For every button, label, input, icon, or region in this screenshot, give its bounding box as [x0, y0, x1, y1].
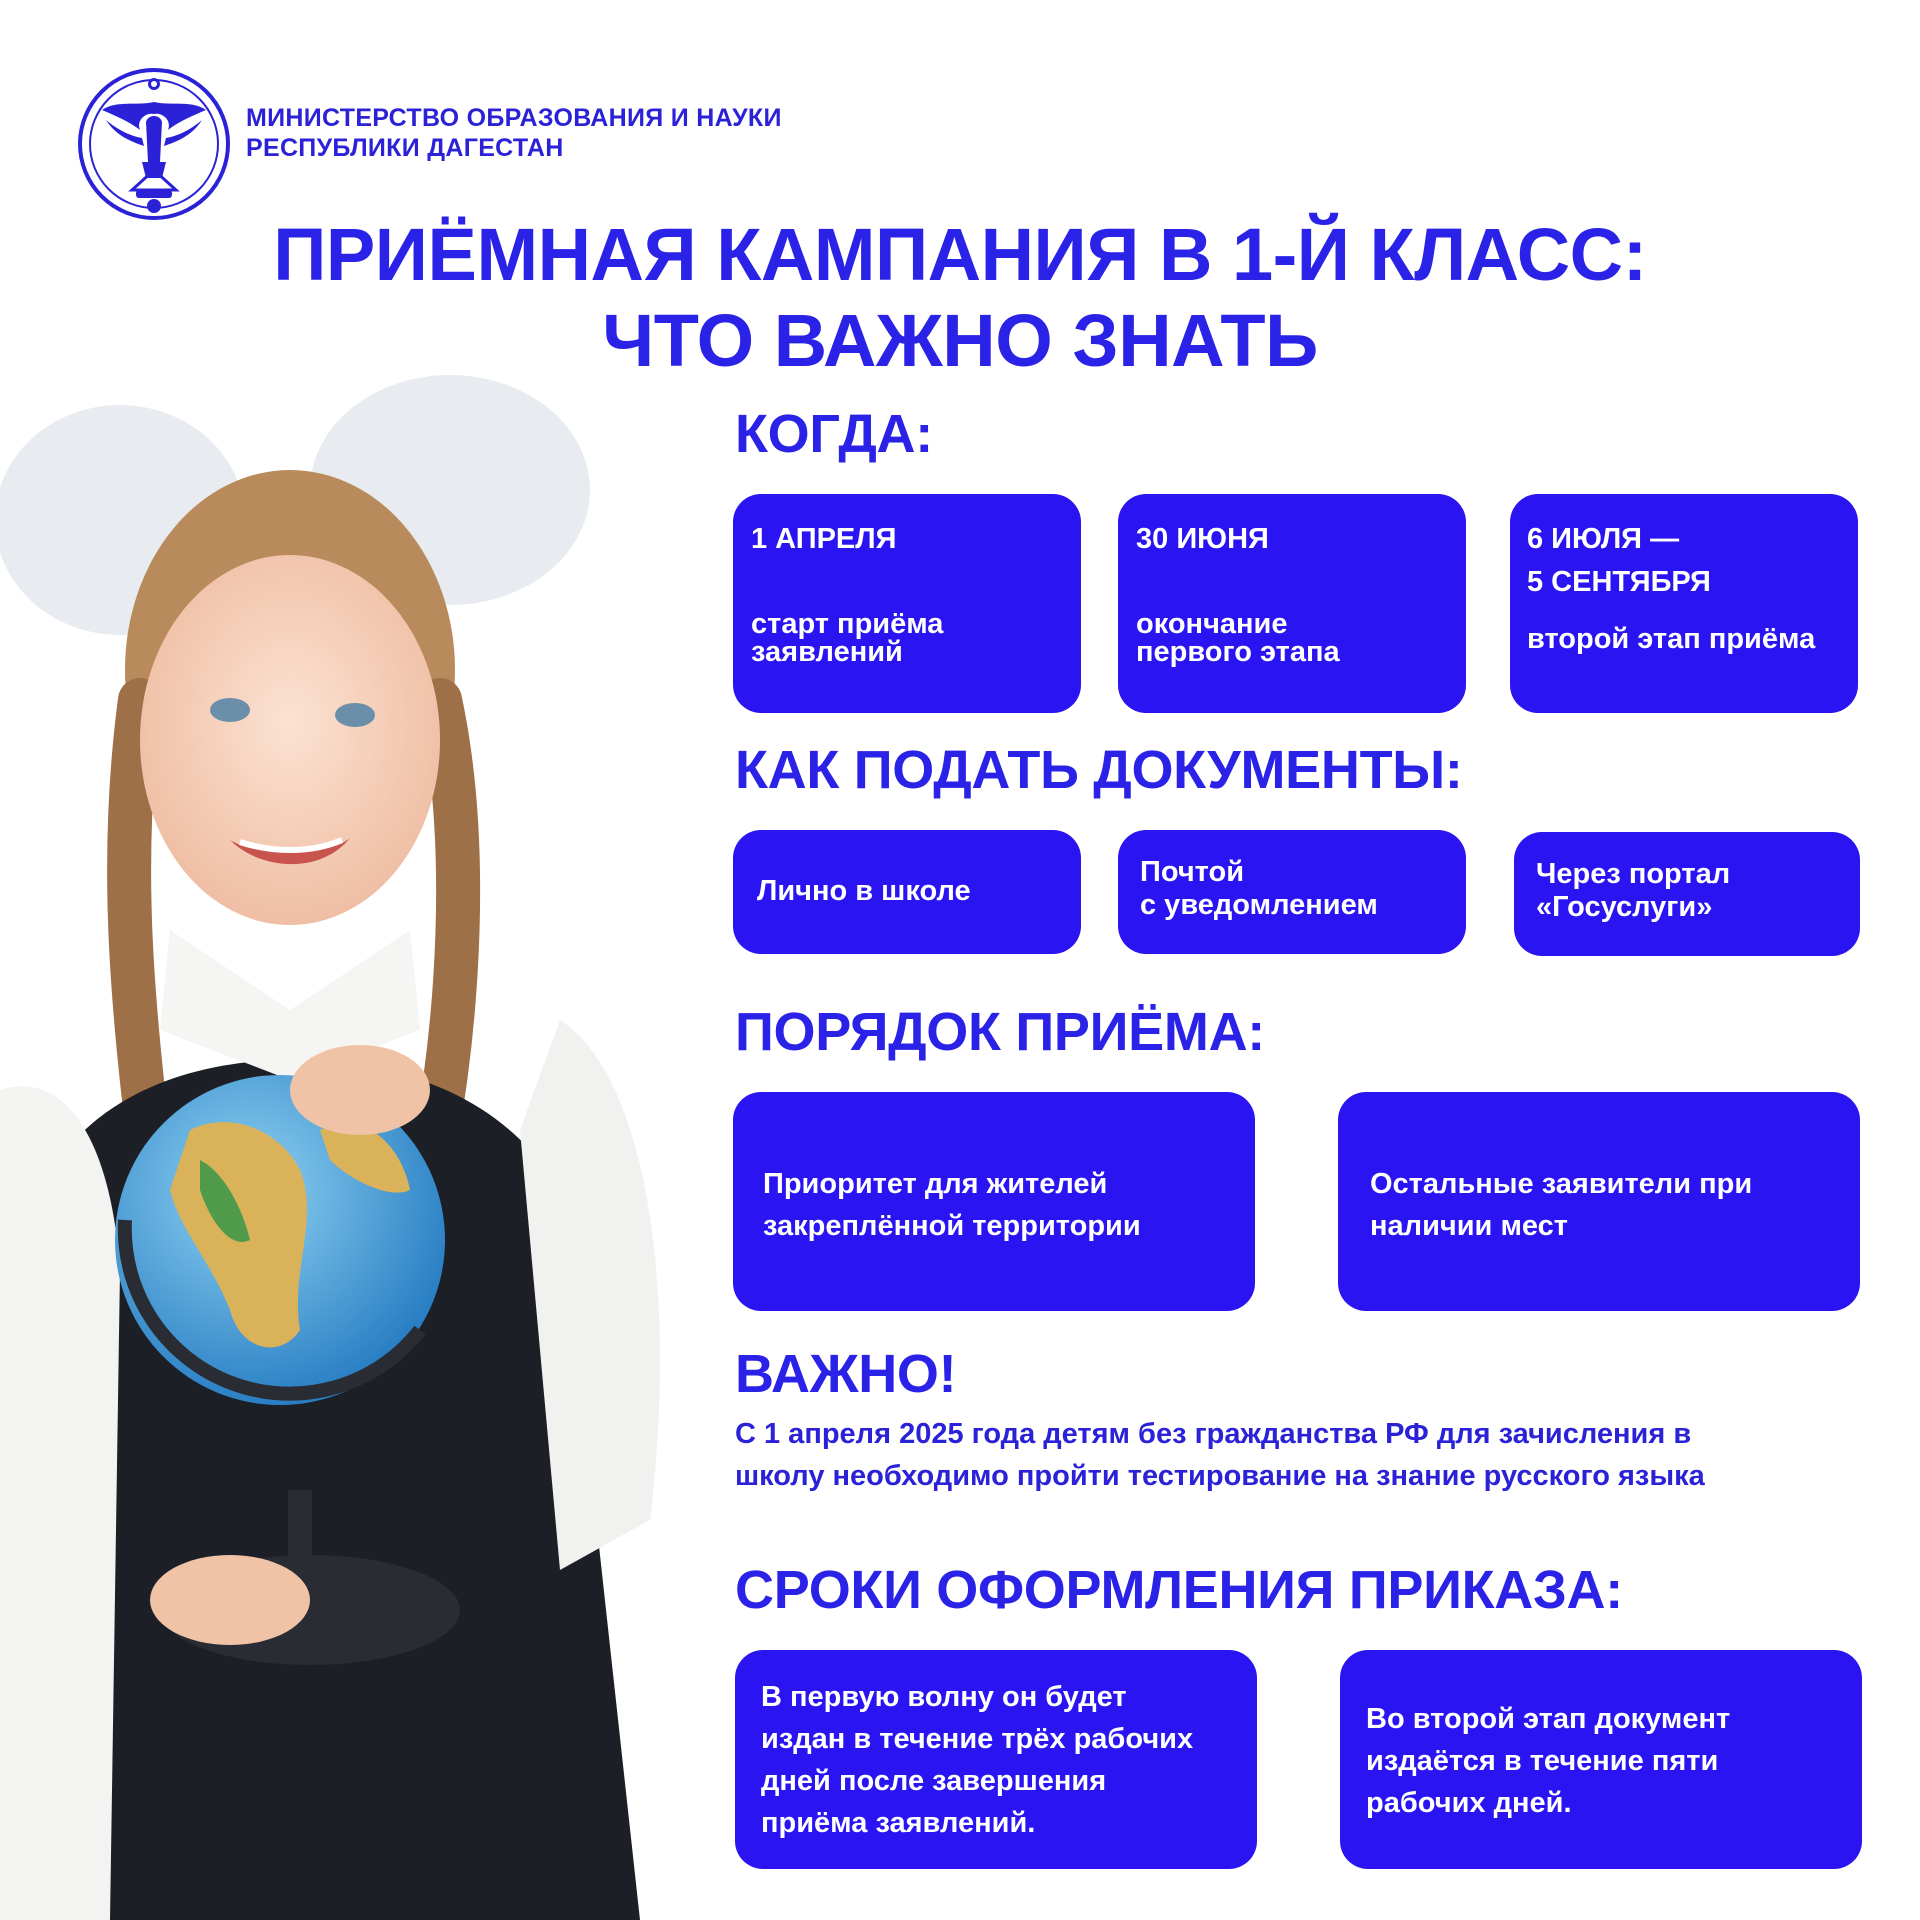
girl-with-globe-photo	[0, 370, 730, 1920]
deadlines-card-second-stage-line2: издаётся в течение пяти	[1366, 1745, 1719, 1777]
deadlines-card-second-stage-text	[1366, 1698, 1730, 1824]
page-title	[0, 212, 1920, 384]
how-card-gosuslugi-label-line1: Через портал	[1536, 858, 1731, 890]
deadlines-card-second-stage-line1: Во второй этап документ	[1366, 1703, 1731, 1735]
order-card-others-line1: Остальные заявители при	[1370, 1168, 1753, 1200]
deadlines-card-first-wave-line2: издан в течение трёх рабочих	[761, 1723, 1194, 1755]
when-card-april-desc-line2: заявлений	[751, 636, 903, 668]
how-card-mail-label-line2: с уведомлением	[1140, 889, 1378, 921]
how-card-mail-label	[1140, 856, 1378, 922]
important-text-line1: С 1 апреля 2025 года детям без гражданства РФ для зачисления в	[735, 1418, 1692, 1450]
how-heading: КАК ПОДАТЬ ДОКУМЕНТЫ:	[735, 740, 1463, 800]
when-card-april	[733, 494, 1081, 713]
when-card-july-september-title	[1527, 522, 1711, 599]
deadlines-card-first-wave	[735, 1650, 1257, 1869]
important-text-line2: школу необходимо пройти тестирование на знание русского языка	[735, 1460, 1705, 1492]
when-card-july-september	[1510, 494, 1858, 713]
when-card-july-september-title-line1: 6 ИЮЛЯ —	[1527, 523, 1680, 555]
deadlines-card-second-stage-line3: рабочих дней.	[1366, 1787, 1572, 1819]
when-card-june-desc-line2: первого этапа	[1136, 636, 1340, 668]
order-heading: ПОРЯДОК ПРИЁМА:	[735, 1002, 1265, 1062]
when-card-june-desc	[1136, 609, 1340, 667]
how-card-mail-label-line1: Почтой	[1140, 856, 1245, 888]
how-card-in-person	[733, 830, 1081, 954]
how-card-in-person-label: Лично в школе	[757, 875, 971, 907]
how-card-gosuslugi-label	[1536, 858, 1730, 924]
order-card-priority-line1: Приоритет для жителей	[763, 1168, 1108, 1200]
deadlines-card-first-wave-line4: приёма заявлений.	[761, 1807, 1036, 1839]
order-card-others	[1338, 1092, 1860, 1311]
order-card-others-text	[1370, 1163, 1752, 1247]
when-card-july-september-desc: второй этап приёма	[1527, 623, 1816, 655]
order-card-priority-text	[763, 1163, 1141, 1247]
when-card-june-desc-line1: окончание	[1136, 608, 1288, 640]
important-heading: ВАЖНО!	[735, 1344, 957, 1404]
when-card-july-september-title-line2: 5 СЕНТЯБРЯ	[1527, 566, 1711, 598]
page-title-line2: ЧТО ВАЖНО ЗНАТЬ	[602, 299, 1318, 382]
order-card-priority	[733, 1092, 1255, 1311]
when-card-june-title: 30 ИЮНЯ	[1136, 523, 1269, 555]
ministry-name	[246, 103, 782, 163]
republic-emblem-logo	[76, 66, 232, 222]
order-card-priority-line2: закреплённой территории	[763, 1210, 1141, 1242]
ministry-name-line2: РЕСПУБЛИКИ ДАГЕСТАН	[246, 134, 564, 162]
deadlines-card-first-wave-line3: дней после завершения	[761, 1765, 1107, 1797]
when-card-june	[1118, 494, 1466, 713]
important-text	[735, 1413, 1875, 1497]
how-card-gosuslugi-label-line2: «Госуслуги»	[1536, 891, 1713, 923]
deadlines-card-first-wave-text	[761, 1676, 1193, 1844]
how-card-gosuslugi	[1514, 832, 1860, 956]
deadlines-card-second-stage	[1340, 1650, 1862, 1869]
how-card-mail	[1118, 830, 1466, 954]
when-card-april-title: 1 АПРЕЛЯ	[751, 523, 897, 555]
order-card-others-line2: наличии мест	[1370, 1210, 1568, 1242]
when-card-april-desc-line1: старт приёма	[751, 608, 944, 640]
when-heading: КОГДА:	[735, 404, 933, 464]
deadlines-heading: СРОКИ ОФОРМЛЕНИЯ ПРИКАЗА:	[735, 1560, 1623, 1620]
page-title-line1: ПРИЁМНАЯ КАМПАНИЯ В 1-Й КЛАСС:	[273, 213, 1647, 296]
deadlines-card-first-wave-line1: В первую волну он будет	[761, 1681, 1127, 1713]
when-card-april-desc	[751, 609, 943, 667]
ministry-name-line1: МИНИСТЕРСТВО ОБРАЗОВАНИЯ И НАУКИ	[246, 104, 782, 132]
